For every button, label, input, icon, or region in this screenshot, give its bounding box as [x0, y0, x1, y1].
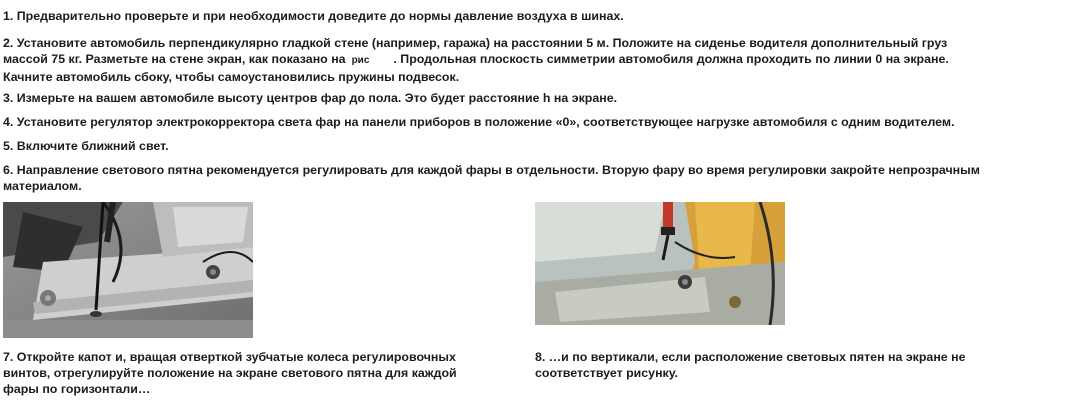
- step-5-text: 5. Включите ближний свет.: [3, 139, 169, 153]
- step-6: [3, 162, 1063, 194]
- step-2-line-1: 2. Установите автомобиль перпендикулярно гладкой стене (например, гаража) на расстоянии 5 м. Положите на сиденье водителя дополнительный груз: [3, 36, 948, 50]
- step-2-text-b: . Продольная плоскость симметрии автомобиля должна проходить по линии 0 на экране.: [393, 52, 949, 66]
- photo-horizontal-adjustment: [3, 202, 253, 338]
- caption-1-line-1: 7. Откройте капот и, вращая отверткой зубчатые колеса регулировочных: [3, 350, 456, 364]
- step-5: [3, 138, 1063, 154]
- caption-1-line-2: винтов, отрегулируйте положение на экране светового пятна для каждой: [3, 366, 457, 380]
- step-2-text-a: массой 75 кг. Разметьте на стене экран, как показано на: [3, 52, 346, 66]
- step-1: [3, 8, 1063, 24]
- step-6-line-1: 6. Направление светового пятна рекомендуется регулировать для каждой фары в отдельности. Вторую фару во время регулировки закройте непрозрачным: [3, 163, 980, 177]
- photo-1-caption: [3, 349, 523, 397]
- step-4-text: 4. Установите регулятор электрокорректора света фар на панели приборов в положение «0», соответствующее нагрузке автомобиля с одним водителем.: [3, 115, 955, 129]
- caption-2-line-1: 8. …и по вертикали, если расположение световых пятен на экране не: [535, 350, 966, 364]
- step-1-text: 1. Предварительно проверьте и при необходимости доведите до нормы давление воздуха в шинах.: [3, 9, 624, 23]
- step-2-line-3: Качните автомобиль сбоку, чтобы самоустановились пружины подвесок.: [3, 70, 460, 84]
- photo-2-caption: [535, 349, 1055, 381]
- step-3: [3, 90, 1063, 106]
- figure-reference[interactable]: рис: [351, 55, 370, 66]
- step-3-text: 3. Измерьте на вашем автомобиле высоту центров фар до пола. Это будет расстояние h на экране.: [3, 91, 618, 105]
- caption-1-line-3: фары по горизонтали…: [3, 382, 151, 396]
- step-4: [3, 114, 1063, 130]
- caption-2-line-2: соответствует рисунку.: [535, 366, 679, 380]
- photo-vertical-adjustment: [535, 202, 785, 325]
- step-2: [3, 35, 1063, 85]
- step-6-line-2: материалом.: [3, 179, 82, 193]
- step-2-line-2: [3, 51, 1063, 69]
